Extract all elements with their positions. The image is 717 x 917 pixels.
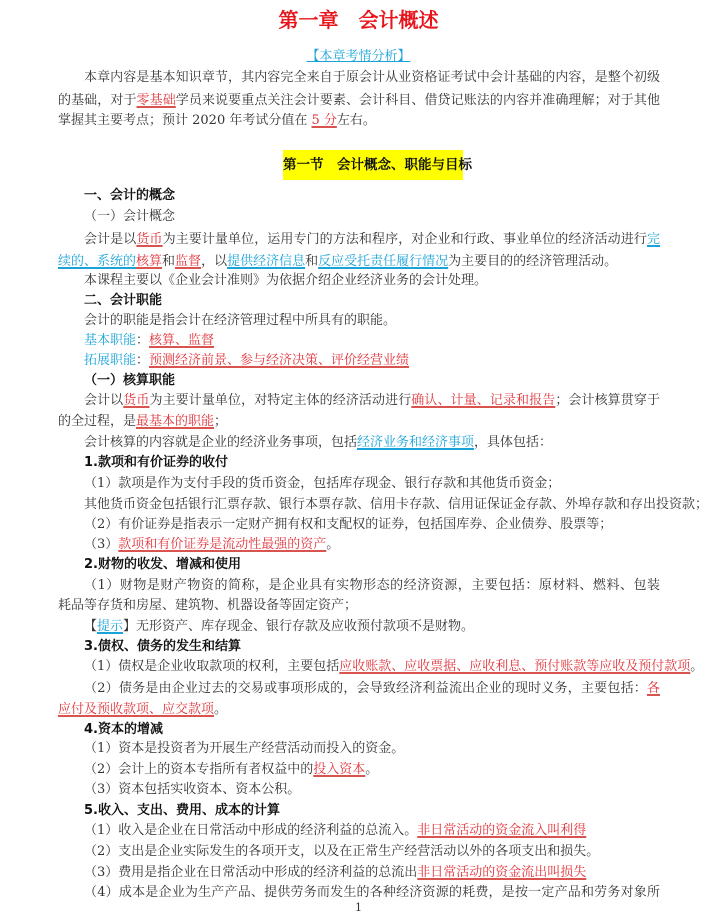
subheading <box>84 721 163 739</box>
paragraph-line <box>84 272 487 290</box>
paragraph-line <box>84 536 339 554</box>
paragraph-line <box>58 701 227 719</box>
text-segment: 二、会计职能 <box>84 293 163 308</box>
text-segment: （1）款项是作为支付手段的货币资金，包括库存现金、银行存款和其他货币资金； <box>84 476 561 491</box>
text-segment: 为主要计量单位，对特定主体的经济活动进行 <box>149 393 412 408</box>
text-segment: 。 <box>365 762 379 777</box>
paragraph-line <box>58 92 660 110</box>
text-segment: 一、会计的概念 <box>84 188 176 203</box>
highlight-red: 货币 <box>136 232 163 247</box>
paragraph-line <box>84 781 300 799</box>
highlight-red: 核算 <box>136 254 163 269</box>
text-segment: （3）费用是指企业在日常活动中形成的经济利益的总流出 <box>84 865 418 880</box>
highlight-blue: 续的、系统的 <box>58 254 137 269</box>
text-segment: 为主要目的的经济管理活动。 <box>448 254 618 269</box>
text-segment: 会计是以 <box>84 232 137 247</box>
paragraph-line <box>84 496 708 514</box>
subheading <box>84 556 241 574</box>
chapter-title <box>0 7 717 33</box>
text-segment: 2.财物的收发、增减和使用 <box>84 557 241 572</box>
highlight-red: 货币 <box>123 393 150 408</box>
label-blue: 拓展职能 <box>84 353 137 368</box>
text-segment: 耗品等存货和房屋、建筑物、机器设备等固定资产； <box>58 598 358 613</box>
highlight-blue: 提供经济信息 <box>227 254 306 269</box>
paragraph-line <box>84 761 378 779</box>
text-segment: 为主要计量单位，运用专门的方法和程序，对企业和行政、事业单位的经济活动进行 <box>162 232 647 247</box>
text-segment: （1）财物是财产物资的简称，是企业具有实物形态的经济资源，主要包括：原材料、燃料、包装 <box>84 578 660 593</box>
text-segment: ；会计核算贯穿于 <box>555 393 660 408</box>
text-segment: （一）核算职能 <box>84 373 176 388</box>
paragraph-line <box>84 658 703 676</box>
subheading <box>84 292 162 310</box>
text-segment: （1）资本是投资者为开展生产经营活动而投入的资金。 <box>84 741 405 756</box>
text-segment: 。 <box>690 659 704 674</box>
highlight-red: 非日常活动的资金流入叫利得 <box>417 823 587 838</box>
highlight-red: 监督 <box>175 254 202 269</box>
paragraph-line <box>84 822 586 840</box>
paragraph-line <box>84 208 175 226</box>
text-segment: 1 <box>355 901 362 914</box>
text-segment: （2）支出是企业实际发生的各项开支，以及在正常生产经营活动以外的各项支出和损失。 <box>84 844 600 859</box>
text-segment: （3） <box>84 537 119 552</box>
paragraph-line <box>84 392 660 410</box>
text-segment: ： <box>136 333 150 348</box>
highlight-red: 投入资本 <box>313 762 366 777</box>
analysis-heading <box>0 48 717 66</box>
text-segment: （3）资本包括实收资本、资本公积。 <box>84 782 301 797</box>
text-segment: 5.收入、支出、费用、成本的计算 <box>84 803 280 818</box>
paragraph-line <box>84 69 660 87</box>
label-blue: 基本职能 <box>84 333 137 348</box>
paragraph-line <box>84 680 660 698</box>
paragraph-line <box>58 253 617 271</box>
paragraph-line <box>84 332 214 350</box>
text-segment: 会计核算的内容就是企业的经济业务事项，包括 <box>84 435 358 450</box>
text-segment: 。 <box>214 702 228 717</box>
paragraph-line <box>84 577 660 595</box>
text-segment: 学员来说要重点关注会计要素、会计科目、借贷记账法的内容并准确理解；对于其他 <box>175 93 660 108</box>
text-segment: （2）有价证券是指表示一定财产拥有权和支配权的证券，包括国库券、企业债券、股票等； <box>84 517 613 532</box>
paragraph-line <box>58 413 227 431</box>
text-segment: 【 <box>84 619 98 634</box>
text-segment: ，具体包括： <box>474 435 553 450</box>
highlight-red: 确认、计量、记录和报告 <box>411 393 556 408</box>
text-segment: ： <box>136 353 150 368</box>
text-segment: ； <box>214 414 228 429</box>
section-heading <box>283 150 472 180</box>
page-number <box>0 899 717 917</box>
text-segment: 的基础，对于 <box>58 93 137 108</box>
highlight-blue: 提示 <box>97 619 124 634</box>
paragraph-line <box>84 864 586 882</box>
paragraph-line <box>84 231 660 249</box>
text-segment: （4）成本是企业为生产产品、提供劳务而发生的各种经济资源的耗费，是按一定产品和劳务对象所 <box>84 885 660 900</box>
text-segment: 4.资本的增减 <box>84 722 163 737</box>
highlight-red: 非日常活动的资金流出叫损失 <box>417 865 587 880</box>
text-segment: 左右。 <box>336 113 376 128</box>
highlight-blue: 完 <box>646 232 660 247</box>
text-segment: ，以 <box>201 254 228 269</box>
highlight-blue: 经济业务和经济事项 <box>357 435 475 450</box>
paragraph-line <box>84 843 599 861</box>
text-segment: 3.债权、债务的发生和结算 <box>84 639 241 654</box>
paragraph-line <box>84 618 474 636</box>
text-segment: 第一章 会计概述 <box>278 8 439 32</box>
text-segment: 本章内容是基本知识章节，其内容完全来自于原会计从业资格证考试中会计基础的内容，是整个初级 <box>84 70 660 85</box>
paragraph-line <box>84 352 409 370</box>
highlight-red: 应收账款、应收票据、应收利息、预付账款等应收及预付款项 <box>339 659 691 674</box>
paragraph-line <box>84 312 396 330</box>
subheading <box>84 372 175 390</box>
paragraph-line <box>58 597 357 615</box>
text-segment: （1）债权是企业收取款项的权利，主要包括 <box>84 659 340 674</box>
text-segment: 【本章考情分析】 <box>306 49 411 64</box>
text-segment: 】无形资产、库存现金、银行存款及应收预付款项不是财物。 <box>123 619 475 634</box>
highlight-red: 各 <box>646 681 660 696</box>
text-segment: 和 <box>305 254 319 269</box>
paragraph-line <box>84 516 612 534</box>
text-segment: 掌握其主要考点；预计 2020 年考试分值在 <box>58 113 312 128</box>
text-segment: （1）收入是企业在日常活动中形成的经济利益的总流入。 <box>84 823 418 838</box>
text-segment: 其他货币资金包括银行汇票存款、银行本票存款、信用卡存款、信用证保证金存款、外埠存款和存出投资款； <box>84 497 709 512</box>
text-segment: （2）会计上的资本专指所有者权益中的 <box>84 762 314 777</box>
text-segment: 1.款项和有价证券的收付 <box>84 455 228 470</box>
subheading <box>84 638 241 656</box>
paragraph-line <box>58 112 376 130</box>
subheading <box>84 454 228 472</box>
paragraph-line <box>84 740 404 758</box>
highlight-red: 5 分 <box>311 113 337 128</box>
highlight-red: 款项和有价证券是流动性最强的资产 <box>118 537 327 552</box>
text-segment: 第一节 会计概念、职能与目标 <box>283 157 472 173</box>
highlight-red: 最基本的职能 <box>136 414 215 429</box>
text-segment: 会计以 <box>84 393 124 408</box>
text-segment: 。 <box>326 537 340 552</box>
highlight-red: 应付及预收款项、应交款项 <box>58 702 215 717</box>
text-segment: 本课程主要以《企业会计准则》为依据介绍企业经济业务的会计处理。 <box>84 273 488 288</box>
text-segment: 的全过程，是 <box>58 414 137 429</box>
text-segment: （2）债务是由企业过去的交易或事项形成的，会导致经济利益流出企业的现时义务，主要包括： <box>84 681 647 696</box>
text-segment: （一）会计概念 <box>84 209 176 224</box>
text-segment: 和 <box>162 254 176 269</box>
highlight-red: 预测经济前景、参与经济决策、评价经营业绩 <box>149 353 410 368</box>
paragraph-line <box>84 434 552 452</box>
highlight-blue: 反应受托责任履行情况 <box>318 254 449 269</box>
text-segment: 会计的职能是指会计在经济管理过程中所具有的职能。 <box>84 313 397 328</box>
highlight-red: 零基础 <box>136 93 176 108</box>
highlight-red: 核算、监督 <box>149 333 215 348</box>
paragraph-line <box>84 475 560 493</box>
subheading <box>84 802 280 820</box>
subheading <box>84 187 175 205</box>
